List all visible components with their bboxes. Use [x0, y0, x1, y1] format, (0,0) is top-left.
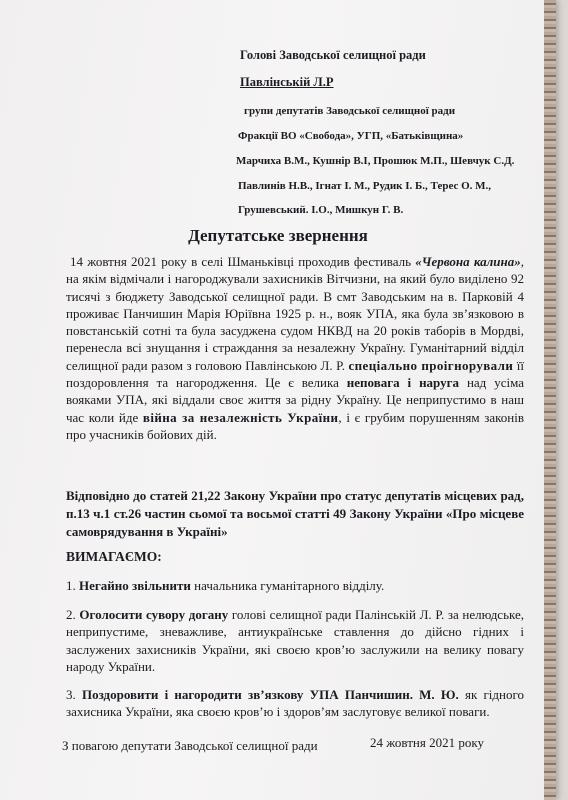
p1-text-e: , і є грубим порушенням законів про учасників бойових дій.	[66, 409, 524, 442]
festival-name: «Червона калина»	[415, 254, 521, 269]
sender-names-3: Грушевський. І.О., Мишкун Г. В.	[238, 204, 404, 216]
p1-text-a: 14 жовтня 2021 року в селі Шманьківці проходив фестиваль	[70, 254, 416, 269]
demand-heading: ВИМАГАЄМО:	[66, 549, 162, 564]
p1-text-c: її поздоровлення та нагородження. Це є велика	[66, 357, 525, 391]
disrespect-phrase: неповага і наруга	[346, 375, 460, 391]
war-phrase: війна за незалежність України	[142, 409, 339, 425]
demand-3-rest: як гідного захисника України, яка своєю кров’ю і здоров’ям заслуговує великої поваги.	[66, 687, 524, 720]
demand-3-bold: Поздоровити і нагородити зв’язкову УПА Панчишин. М. Ю.	[81, 687, 459, 702]
document-title: Депутатське звернення	[188, 226, 368, 245]
demand-2-rest: голові селищної ради Палінській Л. Р. за нелюдське, неприпустиме, зневажливе, антиукраїнське ставлення до дійсно гідних і заслужених захисників України, які своєю кров’ю заслужили на велику повагу народу України.	[66, 607, 525, 674]
demand-2-bold: Оголосити сувору догану	[79, 607, 229, 622]
addressee-name: Павлінській Л.Р	[240, 75, 334, 89]
demand-1	[66, 577, 524, 594]
demand-2	[66, 606, 524, 675]
demand-3	[66, 686, 524, 721]
document-date: 24 жовтня 2021 року	[370, 735, 484, 750]
demand-1-number: 1.	[66, 578, 79, 593]
demand-2-number: 2.	[66, 607, 80, 622]
demand-1-bold: Негайно звільнити	[79, 578, 191, 593]
demand-3-number: 3.	[66, 687, 82, 702]
signature-line: З повагою депутати Заводської селищної ради	[62, 738, 318, 753]
sender-factions: Фракції ВО «Свобода», УГП, «Батьківщина»	[238, 130, 464, 142]
sender-names-1: Марчиха В.М., Кушнір В.І, Прошюк М.П., Шевчук С.Д.	[236, 155, 515, 167]
demand-1-rest: начальника гуманітарного відділу.	[190, 578, 385, 593]
p1-text-d: над усіма вояками УПА, які віддали своє життя за рідну Україну. Це неприпустимо в наш час коли йде	[66, 375, 524, 425]
legal-basis-paragraph: Відповідно до статей 21,22 Закону України про статус депутатів місцевих рад, п.13 ч.1 ст.26 частин сьомої та восьмої статті 49 Закону України «Про місцеве самоврядування в Україні»	[66, 488, 524, 539]
page-edge	[544, 0, 556, 800]
ignored-phrase: спеціально проігнорували	[348, 357, 514, 373]
p1-text-b: , на якім відмічали і нагороджували захисників Вітчизни, на який було виділено 92 тисячі з бюджету Заводської селищної ради. В смт Заводським на в. Парковій 4 проживає Панчишин Марія Юріївна 1925 р. н., вояк УПА, яка була зв’язковою в повстанській сотні та була засуджена судом НКВД на 20 років таборів в Мордві, перенесла всі знущання і страждання за незалежну Україну. Гуманітарний відділ селищної ради разом з головою Павлінською Л. Р.	[66, 254, 524, 373]
sender-group: групи депутатів Заводської селищної ради	[244, 105, 456, 117]
sender-names-2: Павлинів Н.В., Ігнат І. М., Рудик І. Б., Терес О. М.,	[238, 180, 492, 192]
addressee-title: Голові Заводської селищної ради	[240, 48, 426, 62]
main-paragraph	[66, 253, 524, 443]
